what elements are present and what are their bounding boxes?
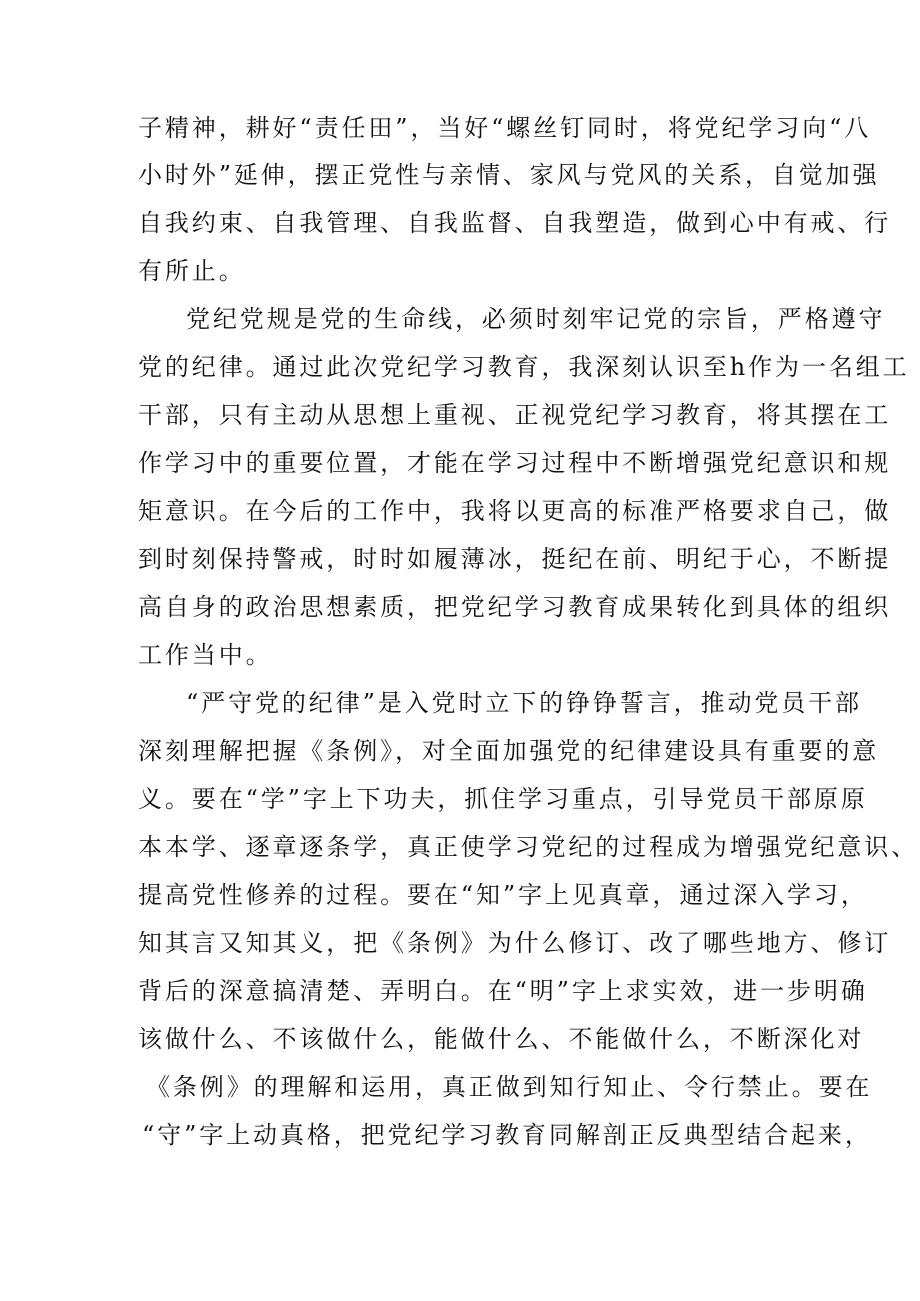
paragraph-2-line-8: 工作当中。 — [138, 641, 273, 669]
paragraph-3-line-6: 知其言又知其义，把《条例》为什么修订、改了哪些地方、修订 — [138, 929, 892, 957]
paragraph-3-line-1: “严守党的纪律”是入党时立下的铮铮誓言，推动党员干部 — [186, 689, 862, 717]
paragraph-2-line-7: 高自身的政治思想素质，把党纪学习教育成果转化到具体的组织 — [138, 593, 892, 621]
paragraph-1-line-3: 自我约束、自我管理、自我监督、自我塑造，做到心中有戒、行 — [138, 209, 892, 237]
paragraph-2-line-1: 党纪党规是党的生命线，必须时刻牢记党的宗旨，严格遵守 — [186, 305, 886, 333]
paragraph-3-line-2: 深刻理解把握《条例》，对全面加强党的纪律建设具有重要的意 — [138, 737, 880, 765]
paragraph-2-line-6: 到时刻保持警戒，时时如履薄冰，挺纪在前、明纪于心，不断提 — [138, 545, 892, 573]
paragraph-2-line-2: 党的纪律。通过此次党纪学习教育，我深刻认识至h作为一名组工 — [138, 353, 910, 381]
paragraph-3-line-4: 本本学、逐章逐条学，真正使学习党纪的过程成为增强党纪意识、 — [138, 833, 919, 861]
paragraph-1-line-2: 小时外”延伸，摆正党性与亲情、家风与党风的关系，自觉加强 — [138, 161, 880, 189]
paragraph-3-line-7: 背后的深意搞清楚、弄明白。在“明”字上求实效，进一步明确 — [138, 977, 868, 1005]
paragraph-1-line-1: 子精神，耕好“责任田”，当好“螺丝钉同时，将党纪学习向“八 — [138, 114, 872, 142]
paragraph-1-line-4: 有所止。 — [138, 257, 246, 285]
paragraph-3-line-8: 该做什么、不该做什么，能做什么、不能做什么，不断深化对 — [138, 1025, 865, 1053]
paragraph-3-line-5: 提高党性修养的过程。要在“知”字上见真章，通过深入学习， — [138, 881, 868, 909]
paragraph-2-line-3: 干部，只有主动从思想上重视、正视党纪学习教育，将其摆在工 — [138, 401, 892, 429]
paragraph-2-line-4: 作学习中的重要位置，才能在学习过程中不断增强党纪意识和规 — [138, 449, 892, 477]
paragraph-3-line-10: “守”字上动真格，把党纪学习教育同解剖正反典型结合起来， — [142, 1121, 872, 1149]
paragraph-3-line-3: 义。要在“学”字上下功夫，抓住学习重点，引导党员干部原原 — [138, 785, 868, 813]
paragraph-2-line-5: 矩意识。在今后的工作中，我将以更高的标准严格要求自己，做 — [138, 497, 892, 525]
paragraph-3-line-9: 《条例》的理解和运用，真正做到知行知止、令行禁止。要在 — [146, 1073, 873, 1101]
